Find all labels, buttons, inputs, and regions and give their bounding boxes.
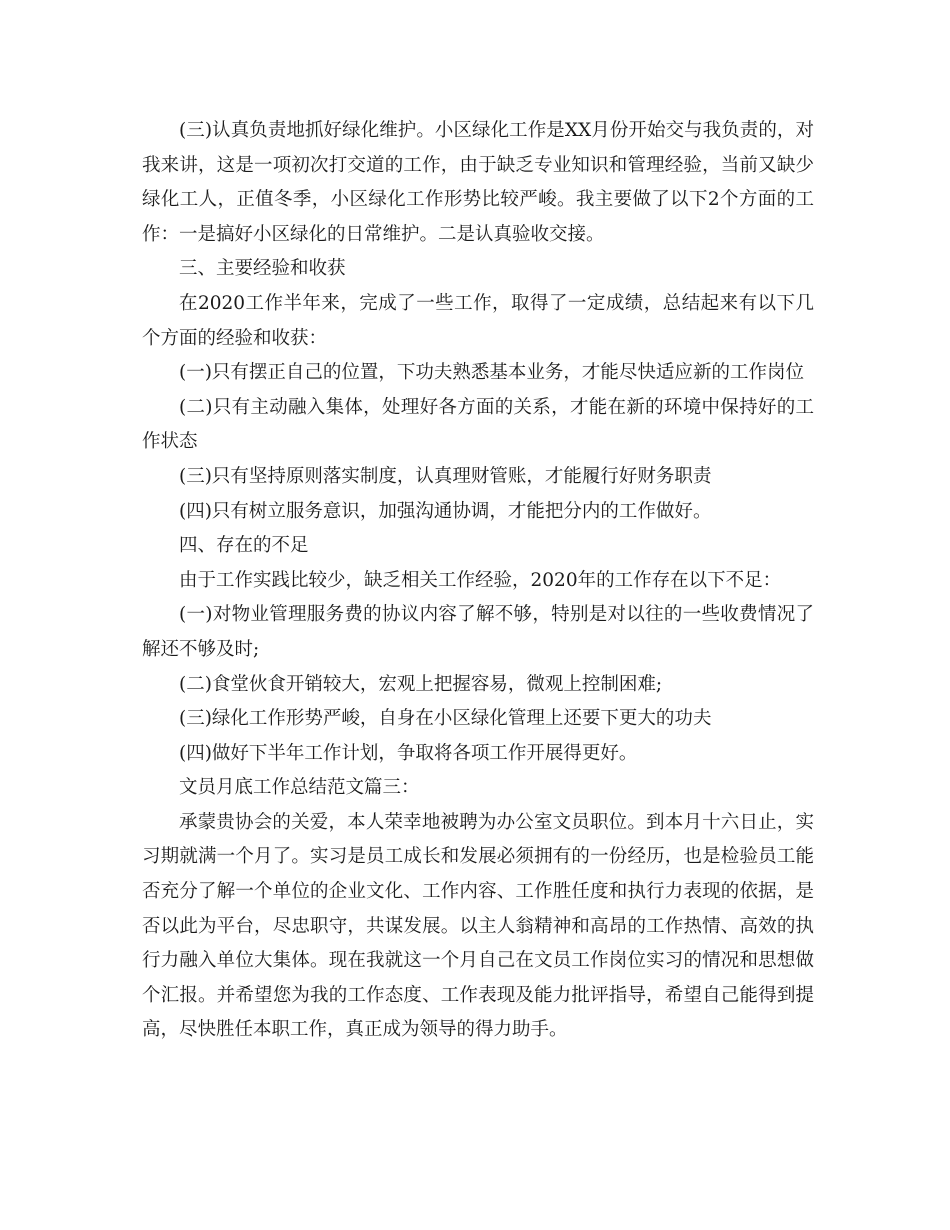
heading-sample-three: 文员月底工作总结范文篇三： xyxy=(179,777,420,799)
list-item-shortcoming-2: (二)食堂伙食开销较大，宏观上把握容易，微观上控制困难; xyxy=(179,673,663,695)
document-body xyxy=(142,114,814,1048)
list-item-experience-3: (三)只有坚持原则落实制度，认真理财管账，才能履行好财务职责 xyxy=(179,465,712,487)
paragraph-greening-maintenance: (三)认真负责地抓好绿化维护。小区绿化工作是XX月份开始交与我负责的，对我来讲，这是一项初次打交道的工作，由于缺乏专业知识和管理经验，当前又缺少绿化工人，正值冬季，小区绿化工作形势比较严峻。我主要做了以下2个方面的工作：一是搞好小区绿化的日常维护。二是认真验收交接。 xyxy=(142,120,814,245)
list-item-shortcoming-1: (一)对物业管理服务费的协议内容了解不够，特别是对以往的一些收费情况了解还不够及时; xyxy=(142,604,814,660)
heading-main-experience: 三、主要经验和收获 xyxy=(179,258,346,280)
paragraph-internship-report: 承蒙贵协会的关爱，本人荣幸地被聘为办公室文员职位。到本月十六日止，实习期就满一个月了。实习是员工成长和发展必须拥有的一份经历，也是检验员工能否充分了解一个单位的企业文化、工作内容、工作胜任度和执行力表现的依据，是否以此为平台，尽忠职守，共谋发展。以主人翁精神和高昂的工作热情、高效的执行力融入单位大集体。现在我就这一个月自己在文员工作岗位实习的情况和思想做个汇报。并希望您为我的工作态度、工作表现及能力批评指导，希望自己能得到提高，尽快胜任本职工作，真正成为领导的得力助手。 xyxy=(142,811,814,1041)
list-item-shortcoming-4: (四)做好下半年工作计划，争取将各项工作开展得更好。 xyxy=(179,742,638,764)
list-item-shortcoming-3: (三)绿化工作形势严峻，自身在小区绿化管理上还要下更大的功夫 xyxy=(179,708,712,730)
list-item-experience-1: (一)只有摆正自己的位置，下功夫熟悉基本业务，才能尽快适应新的工作岗位 xyxy=(179,362,804,384)
heading-shortcomings: 四、存在的不足 xyxy=(179,535,309,557)
paragraph-shortcomings-intro: 由于工作实践比较少，缺乏相关工作经验，2020年的工作存在以下不足： xyxy=(179,569,782,591)
list-item-experience-4: (四)只有树立服务意识，加强沟通协调，才能把分内的工作做好。 xyxy=(179,500,712,522)
list-item-experience-2: (二)只有主动融入集体，处理好各方面的关系，才能在新的环境中保持好的工作状态 xyxy=(142,396,814,453)
paragraph-experience-intro: 在2020工作半年来，完成了一些工作，取得了一定成绩，总结起来有以下几个方面的经验和收获： xyxy=(142,292,814,349)
